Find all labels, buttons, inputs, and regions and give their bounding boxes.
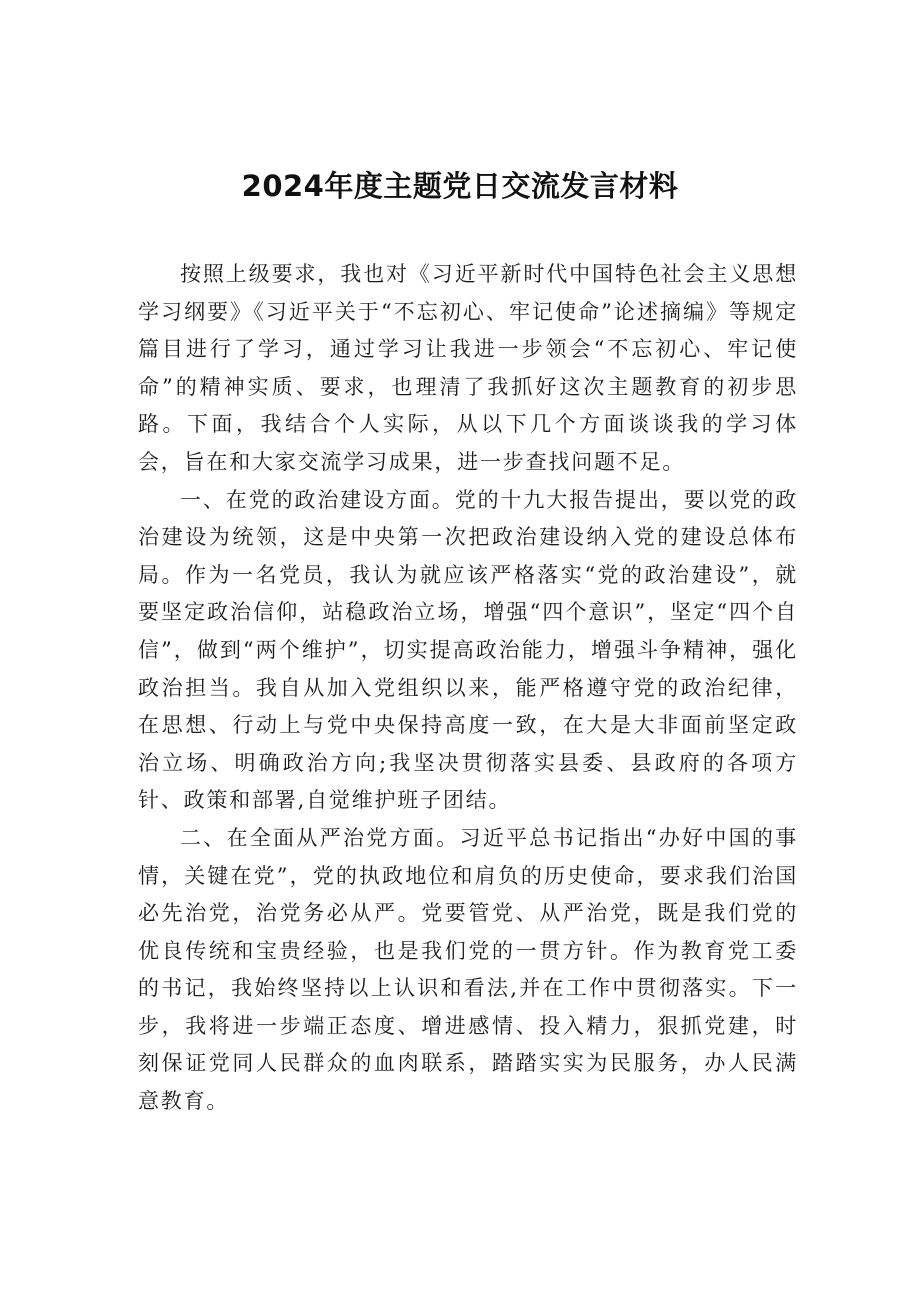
document-title: 2024年度主题党日交流发言材料 xyxy=(241,169,679,203)
paragraph-political-construction: 一、在党的政治建设方面。党的十九大报告提出，要以党的政治建设为统领，这是中央第一次把政治建设纳入党的建设总体布局。作为一名党员，我认为就应该严格落实“党的政治建设”，就要坚定政治信仰，站稳政治立场，增强“四个意识”，坚定“四个自信”，做到“两个维护”，切实提高政治能力，增强斗争精神，强化政治担当。我自从加入党组织以来，能严格遵守党的政治纪律，在思想、行动上与党中央保持高度一致，在大是大非面前坚定政治立场、明确政治方向;我坚决贯彻落实县委、县政府的各项方针、政策和部署,自觉维护班子团结。 xyxy=(138,487,798,813)
paragraph-intro: 按照上级要求，我也对《习近平新时代中国特色社会主义思想学习纲要》《习近平关于“不忘初心、牢记使命”论述摘编》等规定篇目进行了学习，通过学习让我进一步领会“不忘初心、牢记使命”的精神实质、要求，也理清了我抓好这次主题教育的初步思路。下面，我结合个人实际，从以下几个方面谈谈我的学习体会，旨在和大家交流学习成果，进一步查找问题不足。 xyxy=(138,262,798,474)
document-body xyxy=(138,256,798,1121)
paragraph-strict-party-governance: 二、在全面从严治党方面。习近平总书记指出“办好中国的事情，关键在党”，党的执政地位和肩负的历史使命，要求我们治国必先治党，治党务必从严。党要管党、从严治党，既是我们党的优良传统和宝贵经验，也是我们党的一贯方针。作为教育党工委的书记，我始终坚持以上认识和看法,并在工作中贯彻落实。下一步，我将进一步端正态度、增进感情、投入精力，狠抓党建，时刻保证党同人民群众的血肉联系，踏踏实实为民服务，办人民满意教育。 xyxy=(138,825,798,1114)
